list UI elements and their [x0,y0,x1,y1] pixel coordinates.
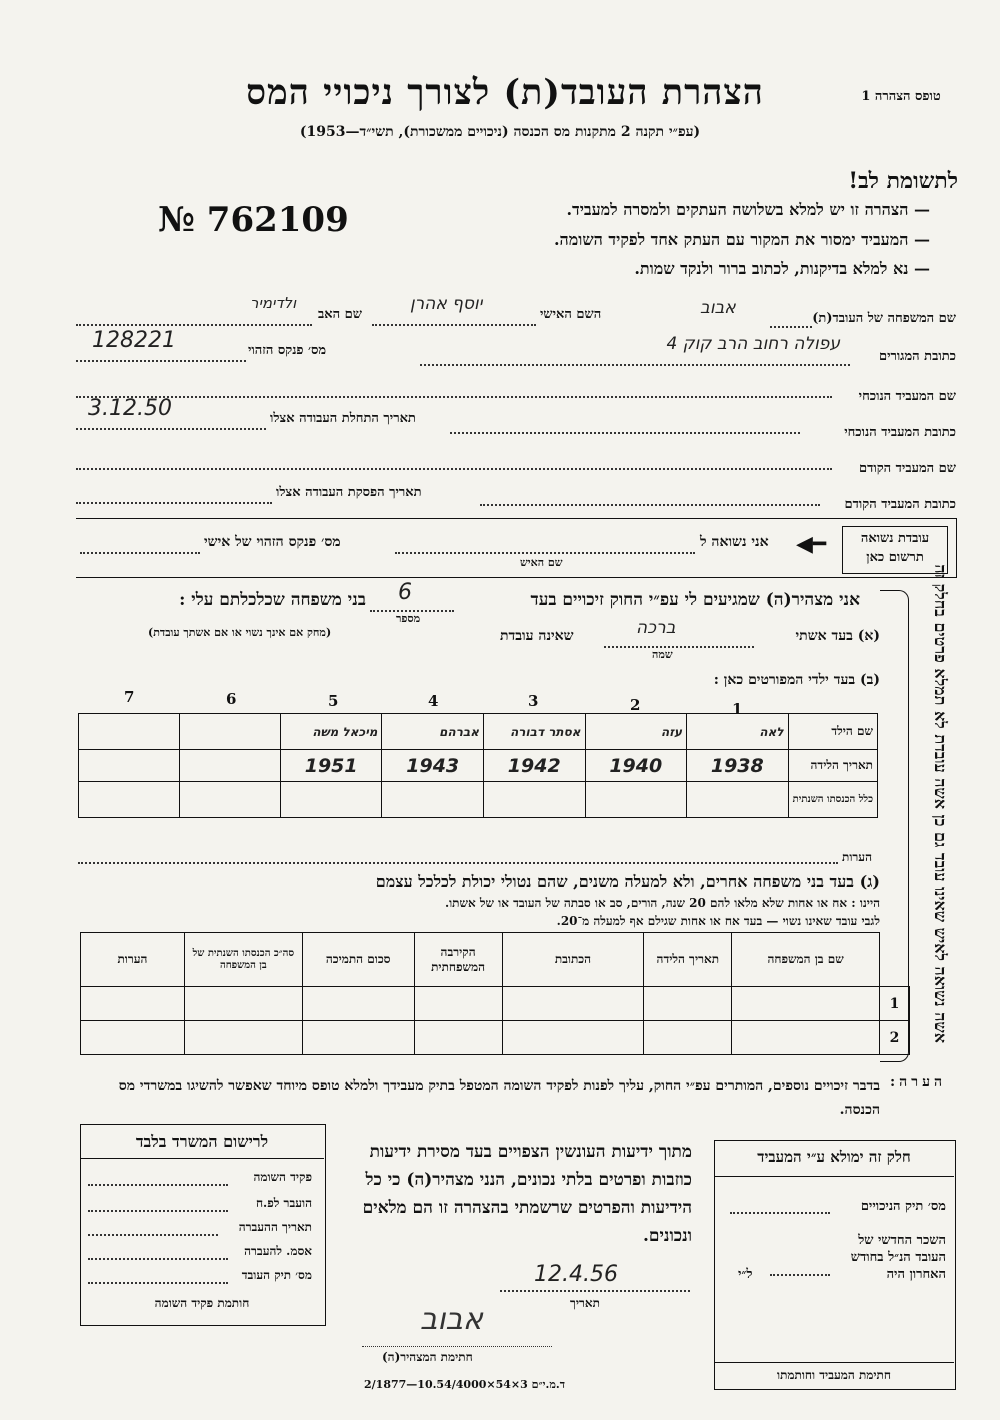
employer-address-field[interactable] [450,418,800,434]
child-income-cell[interactable] [79,782,180,818]
child-date: 1942 [507,754,561,777]
wife-label: (א) בעד אשתי [795,628,880,644]
others-table [80,932,910,1055]
side-note: אשה נשואה לאיש שאינו עובד גם כן אשה עובדת לא תמלא פרטים בחלק זה [931,564,950,1043]
child-name-cell[interactable] [585,714,687,750]
start-date-value: 3.12.50 [88,396,172,421]
married-box: עובדת נשואה תרשום כאן [842,526,948,574]
others-row-number: 1 [880,987,910,1021]
child-name: לאה [759,724,784,739]
start-date-label: תאריך התחלת העבודה אצלו [270,411,416,426]
office-field[interactable] [88,1176,228,1186]
others-header: סכום התמיכה [302,933,414,987]
note-text: בדבר זיכויים נוספים, המותרים עפ״י החוק, עליך לפנות לפקיד השומה המטפל בתיק מעבידך ולמלא טופס מיוחד שאפשר להשיגו במשרדי מס הכנסה. [118,1078,880,1118]
remarks-label: הערות [842,850,872,864]
employer-signature-label: חתימת המעביד וחותמתו [777,1368,891,1382]
office-line: פקיד השומה [253,1170,312,1184]
child-date: 1951 [304,754,358,777]
others-cell[interactable] [644,987,732,1021]
monthly-wage-label: השכר החדשי של העובד הנ״ל בחודש האחרון היה [850,1233,946,1282]
employer-signature-rule [714,1362,954,1363]
father-field[interactable] [76,310,312,326]
firstname-value: יוסף אהרן [410,294,483,314]
office-field[interactable] [88,1274,228,1284]
office-box-title-rule [80,1158,324,1159]
notice-item: — המעביד ימסור את המקור עם העתק אחד לפקיד השומה. [553,230,930,249]
child-name: אסתר דבורה [510,724,581,739]
others-line-2: לגבי עובד שאינו נשוי — בעד אח או אחות שגילם אף למעלה מ־20. [556,914,880,928]
surname-value: אבוב [700,298,736,318]
id-value: 128221 [92,328,176,353]
others-cell[interactable] [414,987,502,1021]
husband-id-label: מס׳ פנקס הזהוי של אישי [204,534,341,550]
address-label: כתובת המגורים [878,349,956,364]
child-date-cell[interactable] [280,750,382,782]
signature-value: אבוב [420,1302,483,1337]
deductions-file-field[interactable] [730,1204,830,1214]
declare-prefix: אני מצהיר(ה) שמגיעים לי עפ״י החוק זיכויים בעד [530,590,860,610]
lira-label: ל״י [738,1267,753,1282]
end-date-label: תאריך הפסקת העבודה אצלו [276,485,422,500]
others-header: שם בן המשפחה [732,933,880,987]
employer-box-title: חלק זה ימולא ע״י המעביד [757,1148,911,1166]
child-income-cell[interactable] [382,782,484,818]
column-number: 3 [528,692,539,710]
office-line: תאריך ההעברה [238,1220,312,1234]
married-to-label: אני נשואה ל [700,534,769,550]
remarks-field[interactable] [78,852,838,864]
child-date-cell[interactable] [382,750,484,782]
child-income-header: כלל הכנסתו השנתית [788,782,877,818]
form-number: טופס הצהרה 1 [861,89,941,104]
others-cell[interactable] [184,987,302,1021]
signature-label: חתימת המצהיר(ה) [382,1350,473,1364]
child-name-cell[interactable] [382,714,484,750]
employer-field[interactable] [76,382,832,398]
others-header: תאריך הלידה [644,933,732,987]
father-label: שם האב [318,307,362,322]
child-date-cell[interactable] [687,750,789,782]
others-label: (ג) בעד בני משפחה אחרים, ולא למעלה משנים, שהם נטולי יכולת לכלכל עצמם [375,872,880,891]
office-field[interactable] [88,1202,228,1212]
column-number: 1 [732,700,743,718]
child-name: מיכאל משה [312,724,378,739]
child-date: 1943 [406,754,460,777]
child-income-cell[interactable] [687,782,789,818]
family-count-value: 6 [398,580,412,605]
column-number: 5 [328,692,339,710]
serial-number: № 762109 [158,200,349,240]
column-number: 2 [630,696,641,714]
print-code: ד.מ.י״ם 3×54×10.54/4000—2/1877 [364,1378,566,1391]
child-date-header: תאריך הלידה [788,750,877,782]
child-income-cell[interactable] [483,782,585,818]
others-header: הערות [81,933,185,987]
others-cell[interactable] [732,987,880,1021]
declaration-date-label: תאריך [570,1296,600,1310]
child-name-cell[interactable] [687,714,789,750]
child-date-cell[interactable] [79,750,180,782]
child-income-cell[interactable] [585,782,687,818]
others-cell[interactable] [502,1021,644,1055]
others-cell[interactable] [81,987,185,1021]
notice-heading: לתשומת לב! [848,168,958,194]
child-date: 1938 [710,754,764,777]
others-cell[interactable] [502,987,644,1021]
surname-field[interactable] [770,312,812,328]
child-name: עזה [661,724,683,739]
page-title: הצהרת העובד(ת) לצורך ניכויי המס [246,72,764,113]
employer-box-title-rule [714,1176,954,1177]
surname-label: שם המשפחה של העובד(ת) [812,311,956,326]
office-box-title: לרישום המשרד בלבד [135,1132,269,1151]
deductions-file-label: מס׳ תיק הניכויים [860,1199,946,1214]
others-table-corner [880,933,910,987]
signature-rule [362,1346,552,1347]
prev-employer-address-label: כתובת המעביד הקודם [844,497,956,512]
others-cell[interactable] [732,1021,880,1055]
others-row-number: 2 [880,1021,910,1055]
children-table [78,713,878,818]
child-name-cell[interactable] [180,714,281,750]
others-cell[interactable] [644,1021,732,1055]
id-label: מס׳ פנקס הזהוי [248,343,327,358]
others-line-1: היינו : אח או אחות שלא מלאו להם 20 שנה, הורים, סב או סבתה של העובד או של אשתו. [444,896,880,910]
wife-note: (מחק אם אינך נשוי או אם אשתך עובדת) [148,626,332,639]
wife-name-label: שמה [652,648,673,661]
child-name-header: שם הילד [788,714,877,750]
office-field[interactable] [88,1226,218,1236]
employer-label: שם המעביד הנוכחי [858,389,956,404]
husband-name-label: שם האיש [520,556,563,569]
child-name-cell[interactable] [483,714,585,750]
notice-item: — נא למלא בדיקנות, לכתוב ברור ולנקד שמות. [634,259,930,278]
prev-employer-field[interactable] [76,454,832,470]
declaration-date-value: 12.4.56 [534,1262,618,1287]
husband-name-field[interactable] [395,538,695,554]
child-date-cell[interactable] [483,750,585,782]
child-date-cell[interactable] [180,750,281,782]
others-cell[interactable] [302,1021,414,1055]
wife-name-field[interactable] [604,634,754,648]
column-number: 6 [226,690,237,708]
address-value: עפולה רחוב הרב קוק 4 [666,334,840,354]
child-date-cell[interactable] [585,750,687,782]
monthly-wage-field[interactable] [770,1266,830,1276]
others-cell[interactable] [81,1021,185,1055]
family-count-field[interactable] [370,598,454,612]
column-number: 7 [124,688,135,706]
declare-suffix: בני משפחה שכלכלתם עלי : [179,590,366,610]
children-label: (ב) בעד ילדי המפורטים כאן : [713,672,880,688]
end-date-field[interactable] [76,488,272,504]
others-header: הקירבה המשפחתית [414,933,502,987]
prev-employer-label: שם המעביד הקודם [859,461,956,476]
child-name: אברהם [439,724,479,739]
child-name-cell[interactable] [79,714,180,750]
employer-address-label: כתובת המעביד הנוכחי [844,425,956,440]
others-header: סה״כ הכנסתו השנתית של בן המשפחה [184,933,302,987]
wife-suffix: שאינה עובדת [500,628,574,644]
office-field[interactable] [88,1250,228,1260]
note-label: הערה: [890,1074,947,1090]
office-stamp-label: חותמת פקיד השומה [154,1296,250,1310]
column-number: 4 [428,692,439,710]
prev-employer-address-field[interactable] [480,490,820,506]
others-cell[interactable] [302,987,414,1021]
child-income-cell[interactable] [180,782,281,818]
arrow-left-icon: ◀━ [796,532,827,557]
office-line: אסמ. להעברה [244,1244,312,1258]
others-cell[interactable] [414,1021,502,1055]
others-cell[interactable] [184,1021,302,1055]
page-subtitle: (עפ״י תקנה 2 מתקנות מס הכנסה (ניכויים ממשכורת), תשי״ד—1953) [299,124,701,140]
firstname-label: השם האישי [540,307,602,322]
child-name-cell[interactable] [280,714,382,750]
number-label: מספר [396,612,421,625]
husband-id-field[interactable] [80,538,200,554]
declaration-text: מתוך ידיעות העונשין הצפויים בעד מסירת ידיעות כוזבות ופרטים בלתי נכונים, הנני מצהיר(ה) כי כל הידיעות והפרטים שרשמתי בהצהרה זו הם מלאים ונכונים. [362,1142,692,1246]
notice-item: — הצהרה זו יש למלא בשלושה העתקים ולמסרה למעביד. [566,200,930,219]
father-value: ולדימיר [250,294,297,312]
child-date: 1940 [609,754,663,777]
child-income-cell[interactable] [280,782,382,818]
wife-name-value: ברכה [636,618,676,638]
others-header: הכתובת [502,933,644,987]
office-line: מס׳ תיק העובד [241,1268,312,1282]
office-line: הועבר לפ.ח [255,1196,312,1210]
